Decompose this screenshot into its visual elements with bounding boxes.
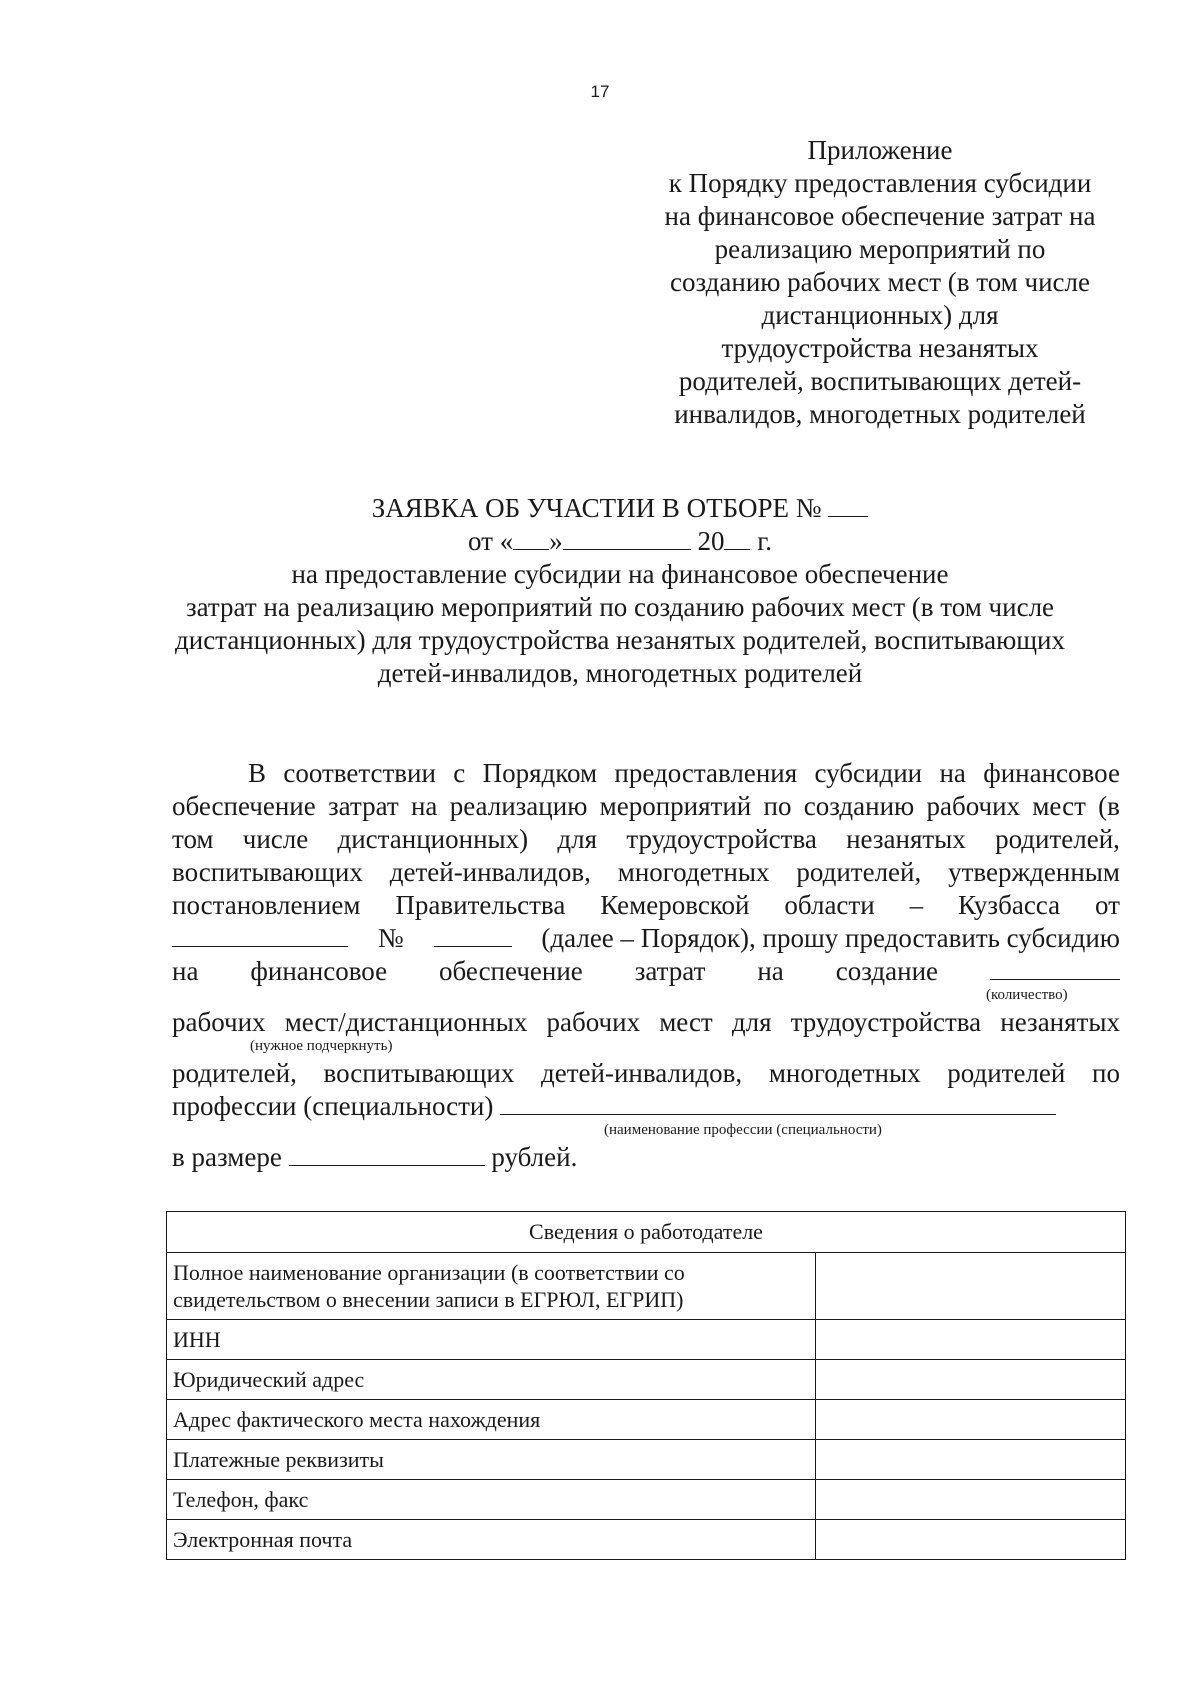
body-word: числе (242, 824, 309, 854)
body-word: мероприятий (599, 791, 752, 821)
table-row (167, 1360, 1126, 1400)
body-word: обеспечение (439, 956, 583, 986)
hint-row (172, 1039, 1120, 1057)
body-line-profession (172, 1090, 1120, 1123)
body-word: финансовое (250, 956, 388, 986)
body-word: – (909, 890, 924, 920)
body-word: (в (1098, 791, 1120, 821)
year-blank[interactable] (724, 525, 750, 550)
body-word: многодетных (768, 1058, 921, 1088)
body-line (172, 790, 1120, 823)
appendix-line: к Порядку предоставления субсидии (668, 168, 1092, 198)
body-word: предоставления (614, 758, 798, 788)
title-line-6: детей-инвалидов, многодетных родителей (377, 658, 863, 688)
body-word: субсидии (814, 758, 923, 788)
body-word: на (757, 956, 784, 986)
body-word: Кемеровской (600, 890, 750, 920)
title-date-line (140, 525, 1100, 558)
body-word: воспитывающих (172, 857, 363, 887)
amount-prefix: в размере (172, 1142, 282, 1172)
number-sign: № (377, 923, 404, 953)
body-word: мест (1032, 791, 1086, 821)
body-line (172, 757, 1120, 790)
title-text: ЗАЯВКА ОБ УЧАСТИИ В ОТБОРЕ № (371, 493, 822, 523)
row-label: Платежные реквизиты (167, 1440, 816, 1480)
body-word: воспитывающих (323, 1058, 515, 1088)
profession-blank[interactable] (500, 1090, 1056, 1115)
row-label: Электронная почта (167, 1520, 816, 1560)
day-blank[interactable] (513, 525, 549, 550)
body-word: рабочих (926, 791, 1021, 821)
body-word: многодетных (617, 857, 770, 887)
decree-date-blank[interactable] (172, 922, 348, 947)
body-word: по (763, 791, 792, 821)
body-word: родителей, (172, 1058, 297, 1088)
table-row (167, 1520, 1126, 1560)
appendix-line: реализацию мероприятий по (714, 234, 1046, 264)
body-word: финансовое (983, 758, 1120, 788)
table-row (167, 1320, 1126, 1360)
appendix-line: на финансовое обеспечение затрат на (664, 201, 1096, 231)
body-word: мест (659, 1007, 713, 1037)
body-word: рабочих (546, 1007, 641, 1037)
title-line-5: дистанционных) для трудоустройства незанятых родителей, воспитывающих (175, 625, 1065, 655)
body-word: на (172, 956, 199, 986)
body-word: для (557, 824, 598, 854)
row-value[interactable] (816, 1400, 1126, 1440)
body-word: незанятых (1000, 1007, 1120, 1037)
body-word: родителей, (796, 857, 922, 887)
month-blank[interactable] (563, 525, 691, 550)
appendix-line: родителей, воспитывающих детей- (678, 366, 1082, 396)
body-word: затрат (634, 956, 706, 986)
row-label: Юридический адрес (167, 1360, 816, 1400)
body-word: области (784, 890, 875, 920)
appendix-line: инвалидов, многодетных родителей (674, 399, 1086, 429)
hint-quantity: (количество) (986, 987, 1068, 1003)
body-word: родителей (947, 1058, 1066, 1088)
row-value[interactable] (816, 1440, 1126, 1480)
body-word: реализацию (449, 791, 588, 821)
body-word: родителей, (995, 824, 1120, 854)
year-suffix: г. (757, 526, 772, 556)
decree-number-blank[interactable] (434, 922, 512, 947)
body-word: для (731, 1007, 772, 1037)
profession-label: профессии (специальности) (172, 1091, 494, 1121)
body-word: Правительства (395, 890, 566, 920)
row-label: Адрес фактического места нахождения (167, 1400, 816, 1440)
body-line (172, 1006, 1120, 1039)
body-word: соответствии (283, 758, 436, 788)
body-line (172, 1057, 1120, 1090)
date-from-label: от « (468, 526, 514, 556)
amount-suffix: рублей. (491, 1142, 578, 1172)
appendix-line: Приложение (807, 135, 953, 165)
appendix-header (640, 134, 1120, 431)
decree-rest: (далее – Порядок), прошу предоставить субсидию (541, 923, 1120, 953)
appendix-line: трудоустройства незанятых (721, 333, 1039, 363)
body-line (172, 856, 1120, 889)
body-word: создание (835, 956, 938, 986)
body-line-create (172, 955, 1120, 988)
body-word: том (172, 824, 214, 854)
body-word: утвержденным (948, 857, 1120, 887)
body-word: дистанционных) (337, 824, 529, 854)
table-row (167, 1400, 1126, 1440)
title-line-3: на предоставление субсидии на финансовое обеспечение (291, 559, 949, 589)
body-word: на (410, 791, 438, 821)
row-value[interactable] (816, 1360, 1126, 1400)
table-row (167, 1440, 1126, 1480)
hint-underline: (нужное подчеркнуть) (250, 1038, 393, 1054)
body-word: Кузбасса (957, 890, 1061, 920)
application-number-blank[interactable] (828, 492, 868, 517)
row-label: Полное наименование организации (в соответствии со свидетельством о внесении записи в ЕГРЮЛ, ЕГРИП) (167, 1253, 816, 1320)
body-line-amount (172, 1141, 1120, 1174)
row-value[interactable] (816, 1320, 1126, 1360)
year-prefix: 20 (697, 526, 725, 556)
document-title (140, 492, 1100, 690)
body-word: трудоустройства (626, 824, 817, 854)
employer-table-header: Сведения о работодателе (167, 1212, 1126, 1253)
row-value[interactable] (816, 1253, 1126, 1320)
title-line-4: затрат на реализацию мероприятий по созданию рабочих мест (в том числе (185, 592, 1055, 622)
body-word: с (453, 758, 466, 788)
body-word: незанятых (846, 824, 966, 854)
hint-row (172, 1123, 1120, 1141)
body-line (172, 889, 1120, 922)
hint-profession: (наименование профессии (специальности) (604, 1122, 882, 1138)
body-line-decree (172, 922, 1120, 955)
amount-blank[interactable] (289, 1141, 485, 1166)
body-word: по (1092, 1058, 1120, 1088)
body-word: на (939, 758, 966, 788)
appendix-line: дистанционных) для (761, 300, 999, 330)
body-word: созданию (803, 791, 915, 821)
body-word: Порядком (482, 758, 598, 788)
row-value[interactable] (816, 1480, 1126, 1520)
body-word: рабочих (172, 1007, 266, 1037)
appendix-line: созданию рабочих мест (в том числе (669, 267, 1090, 297)
body-word: от (1095, 890, 1120, 920)
body-word: постановлением (172, 890, 361, 920)
title-line-1 (140, 492, 1100, 525)
table-row (167, 1253, 1126, 1320)
body-line (172, 823, 1120, 856)
body-word: В (248, 758, 267, 788)
quantity-blank[interactable] (990, 955, 1120, 980)
employer-table (166, 1211, 1126, 1560)
body-word: трудоустройства (790, 1007, 982, 1037)
row-label: ИНН (167, 1320, 816, 1360)
body-word: затрат (328, 791, 399, 821)
hint-row (172, 988, 1120, 1006)
date-quote-close: » (549, 526, 563, 556)
application-body (172, 757, 1120, 1174)
body-word: детей-инвалидов, (541, 1058, 743, 1088)
table-row (167, 1480, 1126, 1520)
body-word: детей-инвалидов, (389, 857, 591, 887)
row-label: Телефон, факс (167, 1480, 816, 1520)
page-number: 17 (590, 82, 610, 101)
body-word: обеспечение (172, 791, 316, 821)
row-value[interactable] (816, 1520, 1126, 1560)
body-word: мест/дистанционных (284, 1007, 528, 1037)
